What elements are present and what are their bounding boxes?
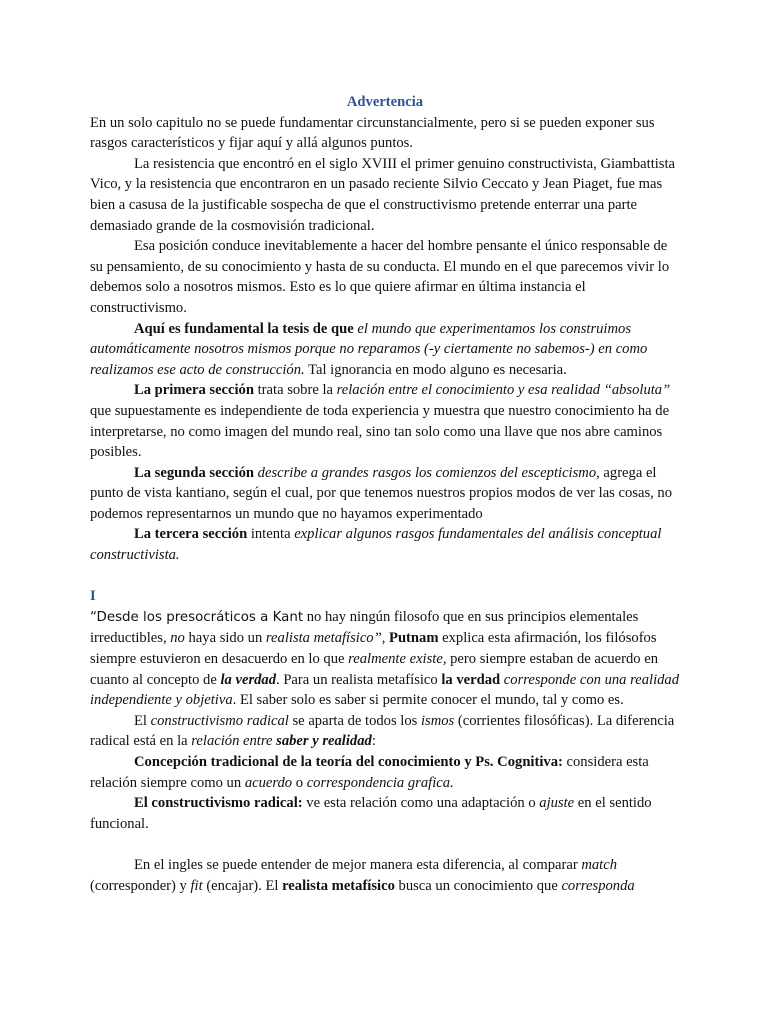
radical-definition-text-2: en el sentido funcional.	[90, 795, 652, 832]
paragraph-thesis	[90, 319, 680, 381]
english-text-3: (encajar). El	[202, 877, 283, 894]
document-title: Advertencia	[346, 94, 424, 110]
putnam-text-8: . El saber solo es saber si permite conocer el mundo, tal y como es.	[232, 692, 624, 709]
document-page	[90, 92, 680, 896]
traditional-label: Concepción tradicional de la teoría del conocimiento y Ps. Cognitiva:	[134, 754, 563, 770]
third-section-label: La tercera sección	[134, 526, 248, 543]
radical-text-2: se aparta de todos los	[288, 712, 421, 729]
english-italic-corresponda: corresponda	[561, 877, 635, 894]
paragraph-second-section	[90, 463, 680, 525]
second-section-text: agrega el punto de vista kantiano, según el cual, por que tenemos nuestros propios modos de ver las cosas, no podemos representarnos un mundo que no hayamos experimentado	[90, 464, 673, 522]
paragraph-intro: En un solo capitulo no se puede fundamentar circunstancialmente, pero si se pueden exponer sus rasgos característicos y fijar aquí y allá algunos puntos.	[90, 114, 655, 152]
radical-italic-1: constructivismo radical	[150, 712, 289, 729]
first-section-label: La primera sección	[134, 382, 254, 399]
radical-italic-3: relación entre	[191, 733, 277, 750]
first-section-text-2: que supuestamente es independiente de toda experiencia y muestra que nuestro conocimiento ha de interpretarse, no como imagen del mundo real, sino tan solo como una llave que nos abre caminos posibles.	[90, 402, 670, 461]
putnam-italic-2: realista metafísico”,	[265, 630, 386, 647]
english-bold-realist: realista metafísico	[282, 877, 395, 894]
putnam-text-6: . Para un realista metafísico	[276, 671, 442, 688]
putnam-italic-1: no	[170, 630, 185, 647]
paragraph-traditional	[90, 752, 680, 793]
radical-italic-2: ismos	[420, 712, 455, 729]
putnam-quote: “Desde los presocráticos a Kant	[90, 609, 304, 625]
radical-definition-label: El constructivismo radical:	[134, 795, 303, 812]
paragraph-third-section	[90, 524, 680, 565]
putnam-bold-italic: la verdad	[220, 671, 277, 688]
first-section-italic: relación entre el conocimiento y esa realidad “absoluta”	[336, 382, 671, 399]
english-italic-match: match	[581, 856, 617, 873]
second-section-italic: describe a grandes rasgos los comienzos del escepticismo,	[254, 464, 600, 481]
putnam-text-4: explica esta afirmación, los filósofos siempre estuvieron en desacuerdo en lo que	[90, 630, 657, 668]
putnam-name: Putnam	[389, 630, 439, 647]
english-text-1: En el ingles se puede entender de mejor manera esta diferencia, al comparar	[134, 856, 582, 873]
first-section-text: trata sobre la	[253, 382, 337, 399]
radical-text-4: :	[371, 733, 376, 750]
third-section-italic: explicar algunos rasgos fundamentales del análisis conceptual constructivista.	[90, 526, 662, 564]
radical-definition-text-1: ve esta relación como una adaptación o	[302, 795, 540, 812]
english-italic-fit: fit	[190, 877, 203, 894]
radical-bold-italic: saber y realidad	[276, 733, 372, 750]
traditional-italic-2: correspondencia grafica.	[306, 774, 454, 791]
radical-text-3: (corrientes filosóficas). La diferencia radical está en la	[90, 712, 675, 750]
putnam-text-2: haya sido un	[184, 630, 266, 647]
putnam-italic-3: realmente existe,	[348, 651, 447, 668]
blank-line	[90, 834, 680, 855]
paragraph-radical	[90, 711, 680, 752]
third-section-text: intenta	[247, 526, 295, 543]
traditional-italic-1: acuerdo	[244, 774, 293, 791]
paragraph-english	[90, 855, 680, 896]
english-text-2: (corresponder) y	[90, 877, 191, 894]
thesis-bold: Aquí es fundamental la tesis de que	[134, 320, 354, 337]
paragraph-position: Esa posición conduce inevitablemente a hacer del hombre pensante el único responsable de su pensamiento, de su conocimiento y hasta de su conducta. El mundo en el que parecemos vivir lo debemos solo a nosotros mismos. Esto es lo que quiere afirmar en última instancia el constructivismo.	[90, 238, 670, 316]
putnam-text-5: pero siempre estaban de acuerdo en cuanto al concepto de	[90, 651, 658, 688]
putnam-text-1: no hay ningún filosofo que en sus principios elementales irreductibles,	[90, 608, 639, 647]
radical-text-1: El	[134, 712, 151, 729]
paragraph-first-section	[90, 380, 680, 462]
english-text-4: busca un conocimiento que	[394, 877, 562, 894]
traditional-text-2: o	[292, 774, 307, 791]
thesis-rest: Tal ignorancia en modo alguno es necesaria.	[304, 361, 567, 378]
thesis-italic: el mundo que experimentamos los construimos automáticamente nosotros mismos porque no reparamos (-y ciertamente no sabemos-) en como realizamos ese acto de construcción.	[90, 320, 648, 378]
section-heading: I	[90, 588, 96, 605]
radical-definition-italic: ajuste	[539, 795, 575, 812]
paragraph-putnam	[90, 607, 680, 711]
paragraph-resistance: La resistencia que encontró en el siglo XVIII el primer genuino constructivista, Giambattista Vico, y la resistencia que encontraron en un pasado reciente Silvio Ceccato y Jean Piaget, fue mas bien a casusa de la justificable sospecha de que el constructivismo pretende enterrar una parte demasiado grande de la cosmovisión tradicional.	[90, 155, 676, 234]
putnam-italic-4: corresponde con una realidad independiente y objetiva	[90, 671, 680, 709]
second-section-label: La segunda sección	[134, 464, 255, 481]
paragraph-radical-definition	[90, 793, 680, 834]
traditional-text-1: considera esta relación siempre como un	[90, 754, 649, 791]
putnam-bold-2: la verdad	[441, 671, 501, 688]
